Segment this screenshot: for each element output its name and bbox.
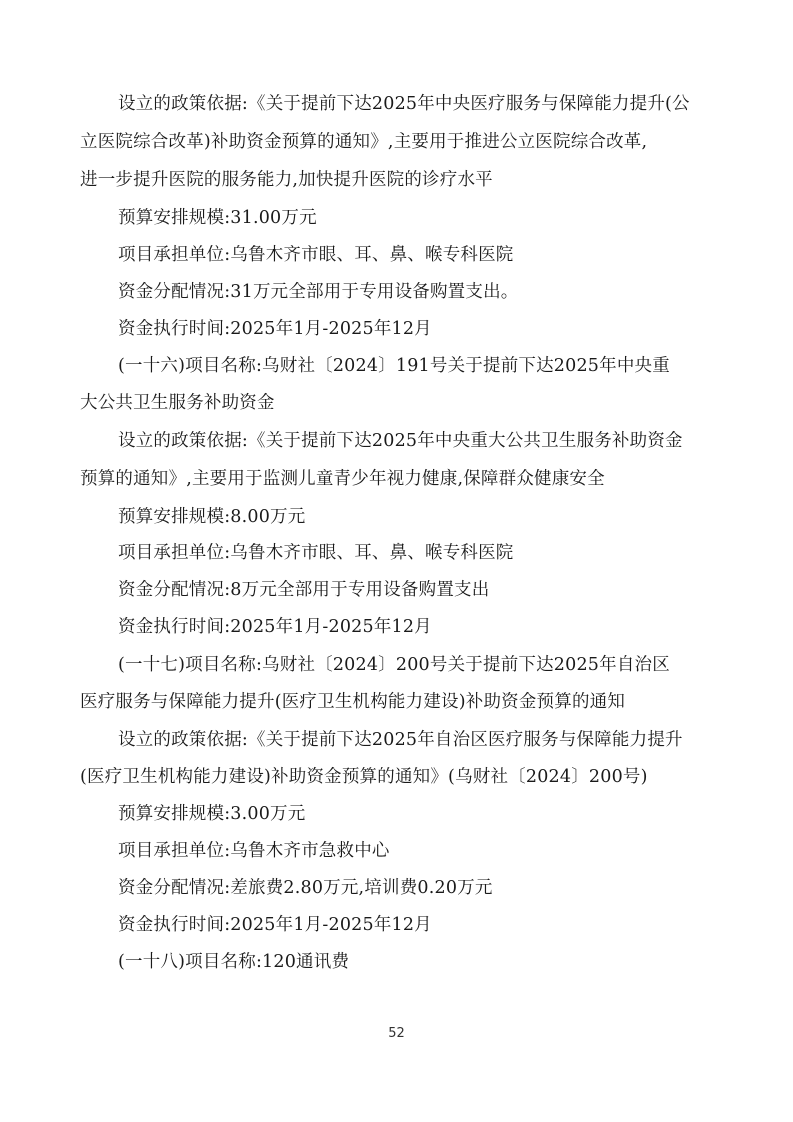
text-line: 进一步提升医院的服务能力,加快提升医院的诊疗水平 — [80, 170, 493, 190]
text-line: 医疗服务与保障能力提升(医疗卫生机构能力建设)补助资金预算的通知 — [80, 692, 626, 712]
text-line: 立医院综合改革)补助资金预算的通知》,主要用于推进公立医院综合改革, — [80, 132, 648, 152]
text-line: 设立的政策依据:《关于提前下达2025年自治区医疗服务与保障能力提升 — [118, 730, 683, 750]
text-line: (一十七)项目名称:乌财社〔2024〕200号关于提前下达2025年自治区 — [118, 655, 670, 675]
text-line: 项目承担单位:乌鲁木齐市眼、耳、鼻、喉专科医院 — [118, 543, 514, 563]
text-line: 资金执行时间:2025年1月-2025年12月 — [118, 915, 432, 935]
text-line: 项目承担单位:乌鲁木齐市眼、耳、鼻、喉专科医院 — [118, 245, 514, 265]
text-line: 预算安排规模:8.00万元 — [118, 507, 306, 527]
text-line: 资金执行时间:2025年1月-2025年12月 — [118, 617, 432, 637]
page-number: 52 — [388, 1026, 405, 1041]
text-line: 资金分配情况:31万元全部用于专用设备购置支出。 — [118, 282, 519, 302]
text-line: 预算的通知》,主要用于监测儿童青少年视力健康,保障群众健康安全 — [80, 469, 605, 489]
text-line: 预算安排规模:31.00万元 — [118, 208, 317, 228]
text-line: 预算安排规模:3.00万元 — [118, 804, 306, 824]
text-line: 大公共卫生服务补助资金 — [80, 393, 275, 413]
text-line: 项目承担单位:乌鲁木齐市急救中心 — [118, 841, 390, 861]
text-line: 资金分配情况:差旅费2.80万元,培训费0.20万元 — [118, 878, 493, 898]
text-line: 设立的政策依据:《关于提前下达2025年中央重大公共卫生服务补助资金 — [118, 431, 683, 451]
text-line: 资金分配情况:8万元全部用于专用设备购置支出 — [118, 580, 490, 600]
text-line: (一十八)项目名称:120通讯费 — [118, 952, 350, 972]
text-line: 设立的政策依据:《关于提前下达2025年中央医疗服务与保障能力提升(公 — [118, 94, 690, 114]
text-line: (医疗卫生机构能力建设)补助资金预算的通知》(乌财社〔2024〕200号) — [80, 767, 648, 787]
text-line: 资金执行时间:2025年1月-2025年12月 — [118, 319, 432, 339]
text-line: (一十六)项目名称:乌财社〔2024〕191号关于提前下达2025年中央重 — [118, 356, 670, 376]
